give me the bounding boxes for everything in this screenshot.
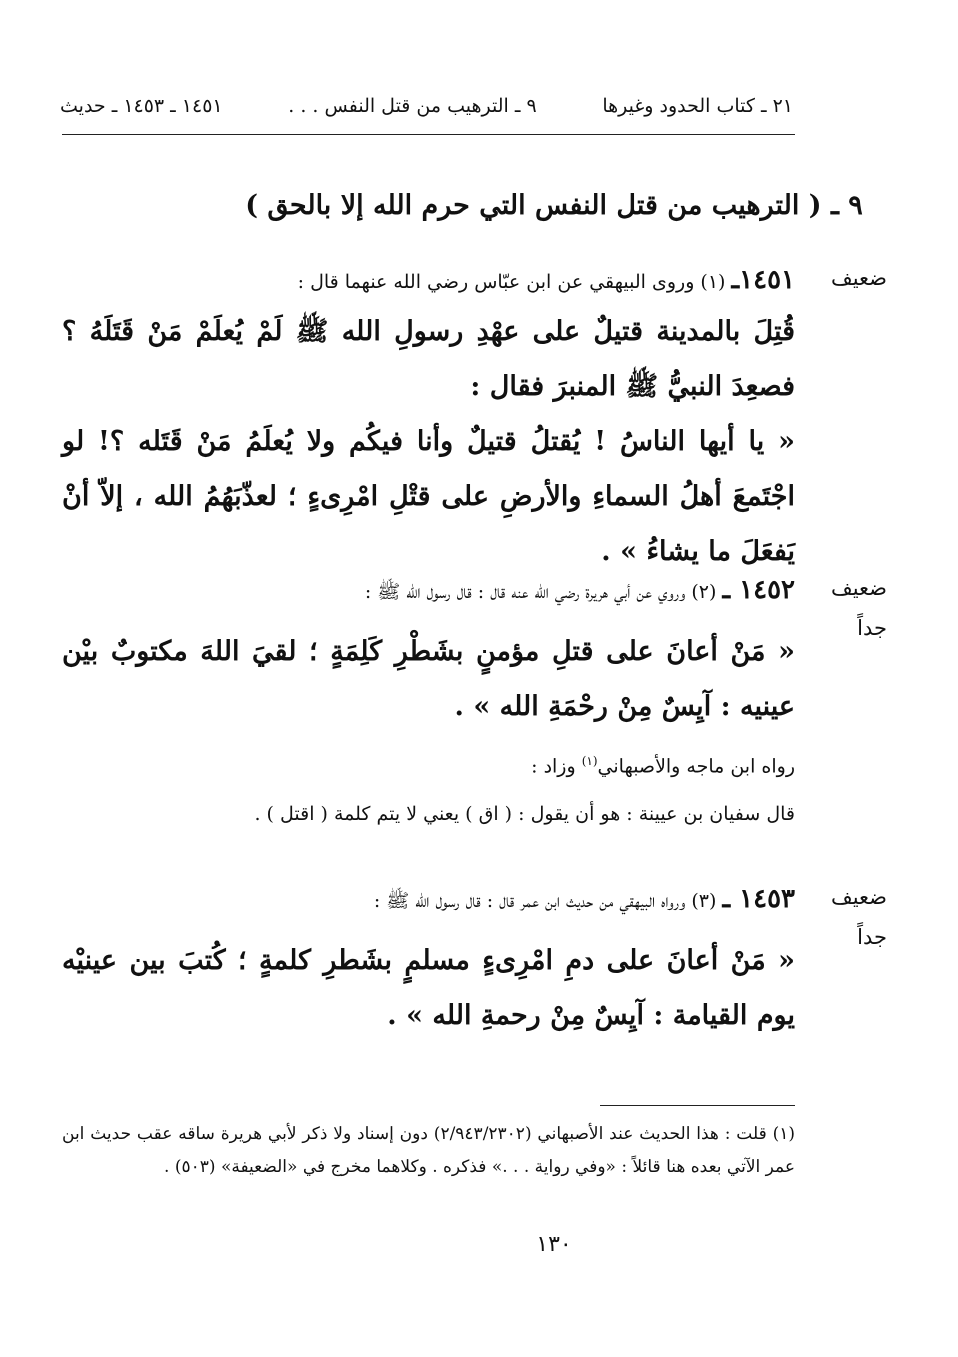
hadith-intro: ١٤٥٢ ـ (٢) وروي عن أبي هريرة رضي الله عنه قال : قال رسول الله ﷺ : [364,575,795,605]
grade-label: ضعيف [830,266,887,290]
hadith-text: « مَنْ أعانَ على دمِ امْرِىءٍ مسلمٍ بشَطرِ كلمةٍ ؛ كُتبَ بين عينيْه يوم القيامة : آيِسٌ مِنْ رحمةِ الله » . [62,945,795,1031]
hadith-text: « مَنْ أعانَ على قتلِ مؤمنٍ بشَطْرِ كَلِمَةٍ ؛ لقيَ اللهَ مكتوبٌ بيْن عينيه : آيِسٌ مِنْ رحْمَةِ الله » . [62,636,795,722]
hadith-1451 [62,258,887,579]
footnote-ref[interactable]: (١) [581,754,598,768]
running-header [60,88,793,124]
header-section: ٩ ـ الترهيب من قتل النفس . . . [288,95,537,117]
hadith-text: « يا أيها الناسُ ! يُقتلُ قتيلٌ وأنا فيكُم ولا يُعلَمُ مَنْ قَتَله ؟! لو اجْتَمعَ أهلُ السماءِ والأرضِ على قتْلِ امْرِىءٍ ؛ لعذّبَهُمُ الله ، إلاّ أنْ يَفعَلَ ما يشاءُ » . [62,426,795,567]
hadith-number: ١٤٥٢ ـ [722,575,795,605]
footnote: (١) قلت : هذا الحديث عند الأصبهاني (٢/٩٤٣/٢٣٠٢) دون إسناد ولا ذكر لأبي هريرة ساقه عقب حديث ابن عمر الآتي بعده هنا قائلاً : «وفي رواية . . .» فذكره . وكلاهما مخرج في «الضعيفة» (٥٠٣) . [62,1124,796,1177]
hadith-source: رواه ابن ماجه والأصبهاني$^{(١)}$ وزاد : [531,754,795,778]
header-chapter: ٢١ ـ كتاب الحدود وغيرها [602,95,793,117]
grade-label: ضعيف جداً [830,885,887,949]
hadith-1453 [62,877,887,1043]
chapter-title: ٩ ـ ( الترهيب من قتل النفس التي حرم الله إلا بالحق ) [245,190,863,221]
footnote-rule [600,1105,795,1106]
page-number: ١٣٠ [536,1232,572,1257]
hadith-number: ١٤٥٣ ـ [722,884,795,914]
hadith-commentary: قال سفيان بن عيينة : هو أن يقول : ( اق ) يعني لا يتم كلمة ( اقتل ) . [254,803,795,826]
header-rule [62,134,795,135]
hadith-narrative: قُتِلَ بالمدينة قتيلٌ على عهْدِ رسولِ الله ﷺ لَمْ يُعلَمْ مَنْ قَتَلَهُ ؟ فصعِدَ النبيُّ ﷺ المنبرَ فقال : [62,316,795,402]
hadith-intro: ١٤٥١ـ (١) وروى البيهقي عن ابن عبّاس رضي الله عنهما قال : [297,265,795,295]
grade-label: ضعيف جداً [830,576,887,640]
hadith-intro: ١٤٥٣ ـ (٣) ورواه البيهقي من حديث ابن عمر قال : قال رسول الله ﷺ : [373,884,795,914]
hadith-1452 [62,568,887,833]
header-hadith-range: ١٤٥١ ـ ١٤٥٣ ـ حديث [60,95,223,117]
hadith-number: ١٤٥١ـ [731,265,795,295]
